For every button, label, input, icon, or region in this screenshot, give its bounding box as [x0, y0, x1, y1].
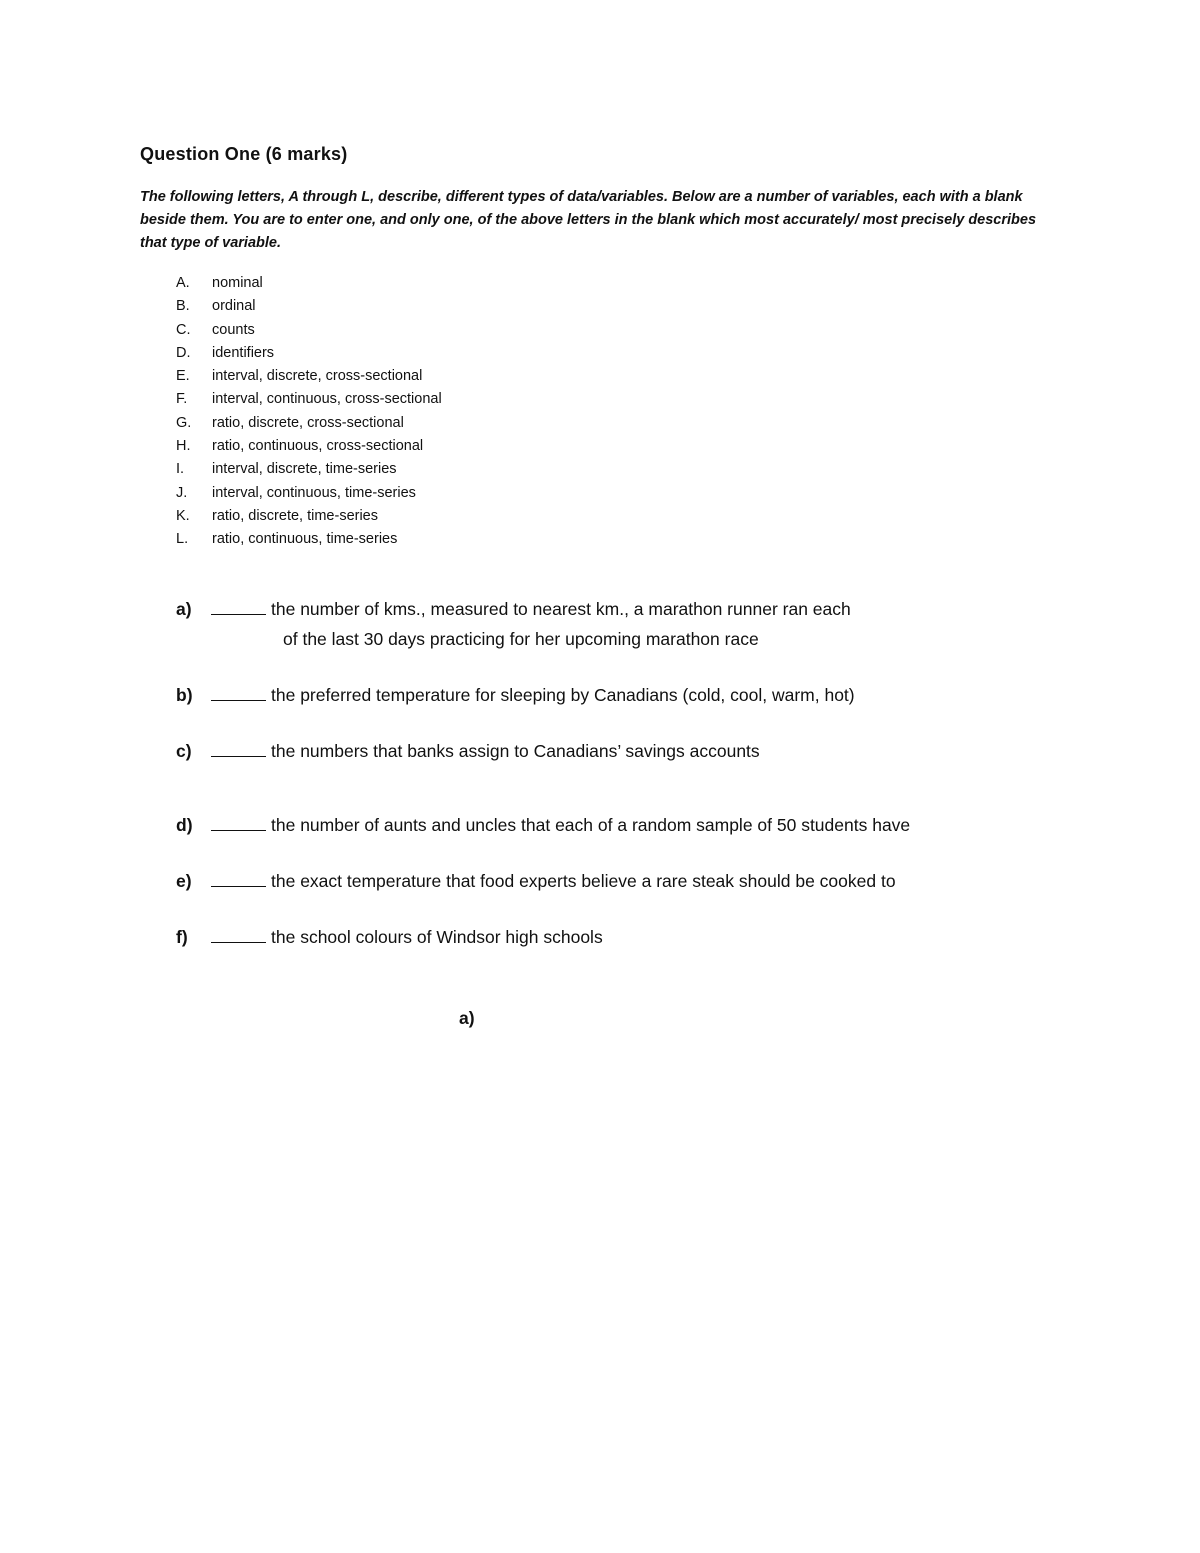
answer-blank[interactable]	[211, 596, 266, 615]
question-text: the number of aunts and uncles that each of a random sample of 50 students have	[271, 815, 911, 835]
option-letter: A.	[176, 275, 190, 291]
question-letter: d)	[176, 815, 193, 835]
question-letter: e)	[176, 871, 192, 891]
question-item	[176, 680, 855, 710]
option-letter: D.	[176, 344, 191, 361]
option-text: interval, discrete, cross-sectional	[212, 368, 423, 385]
answer-section-label: a)	[459, 1008, 475, 1028]
option-item	[176, 528, 442, 551]
answer-blank[interactable]	[211, 812, 266, 831]
question-item	[176, 594, 851, 654]
option-letter: E.	[176, 368, 190, 385]
option-item	[176, 458, 442, 481]
question-continuation: of the last 30 days practicing for her upcoming marathon race	[283, 629, 759, 649]
option-letter: K.	[176, 507, 190, 524]
option-item	[176, 272, 442, 295]
option-text: ratio, continuous, cross-sectional	[212, 438, 424, 455]
option-text: nominal	[212, 275, 263, 291]
option-text: ratio, continuous, time-series	[212, 531, 398, 548]
question-item	[176, 810, 910, 840]
question-text: the exact temperature that food experts believe a rare steak should be cooked to	[271, 871, 896, 891]
option-text: ordinal	[212, 298, 256, 315]
option-letter: I.	[176, 461, 185, 478]
option-item	[176, 482, 442, 505]
option-item	[176, 435, 442, 458]
question-letter: f)	[176, 927, 188, 947]
answer-blank[interactable]	[211, 682, 266, 701]
question-letter: a)	[176, 599, 192, 619]
option-item	[176, 295, 442, 318]
option-item	[176, 388, 442, 411]
option-letter: B.	[176, 298, 190, 315]
option-text: interval, continuous, time-series	[212, 484, 416, 501]
option-text: interval, discrete, time-series	[212, 461, 397, 478]
option-item	[176, 342, 442, 365]
option-letter: H.	[176, 438, 191, 455]
question-text: the school colours of Windsor high schools	[271, 927, 603, 947]
option-letter: G.	[176, 414, 192, 431]
question-text: the numbers that banks assign to Canadians’ savings accounts	[271, 741, 760, 761]
answer-blank[interactable]	[211, 924, 266, 943]
answer-blank[interactable]	[211, 868, 266, 887]
question-item	[176, 922, 603, 952]
options-list	[176, 272, 442, 552]
question-letter: c)	[176, 741, 192, 761]
option-item	[176, 319, 442, 342]
question-item	[176, 866, 896, 896]
question-text: the number of kms., measured to nearest km., a marathon runner ran each	[271, 599, 851, 619]
option-letter: J.	[176, 484, 188, 501]
question-text: the preferred temperature for sleeping by Canadians (cold, cool, warm, hot)	[271, 685, 855, 705]
option-letter: C.	[176, 321, 191, 338]
option-item	[176, 365, 442, 388]
option-letter: L.	[176, 531, 189, 548]
option-text: ratio, discrete, time-series	[212, 507, 378, 524]
option-text: identifiers	[212, 344, 275, 361]
question-letter: b)	[176, 685, 193, 705]
option-item	[176, 505, 442, 528]
option-item	[176, 412, 442, 435]
question-item	[176, 736, 760, 766]
question-title: Question One (6 marks)	[140, 144, 348, 164]
option-letter: F.	[176, 391, 188, 408]
answer-blank[interactable]	[211, 738, 266, 757]
option-text: interval, continuous, cross-sectional	[212, 391, 442, 408]
instructions-paragraph: The following letters, A through L, describe, different types of data/variables. Below are a number of variables, each with a blank beside them. You are to enter one, and only one, of the above letters in the blank which most accurately/ most precisely describes that type of variable.	[140, 189, 1037, 251]
option-text: counts	[212, 321, 255, 338]
option-text: ratio, discrete, cross-sectional	[212, 414, 404, 431]
